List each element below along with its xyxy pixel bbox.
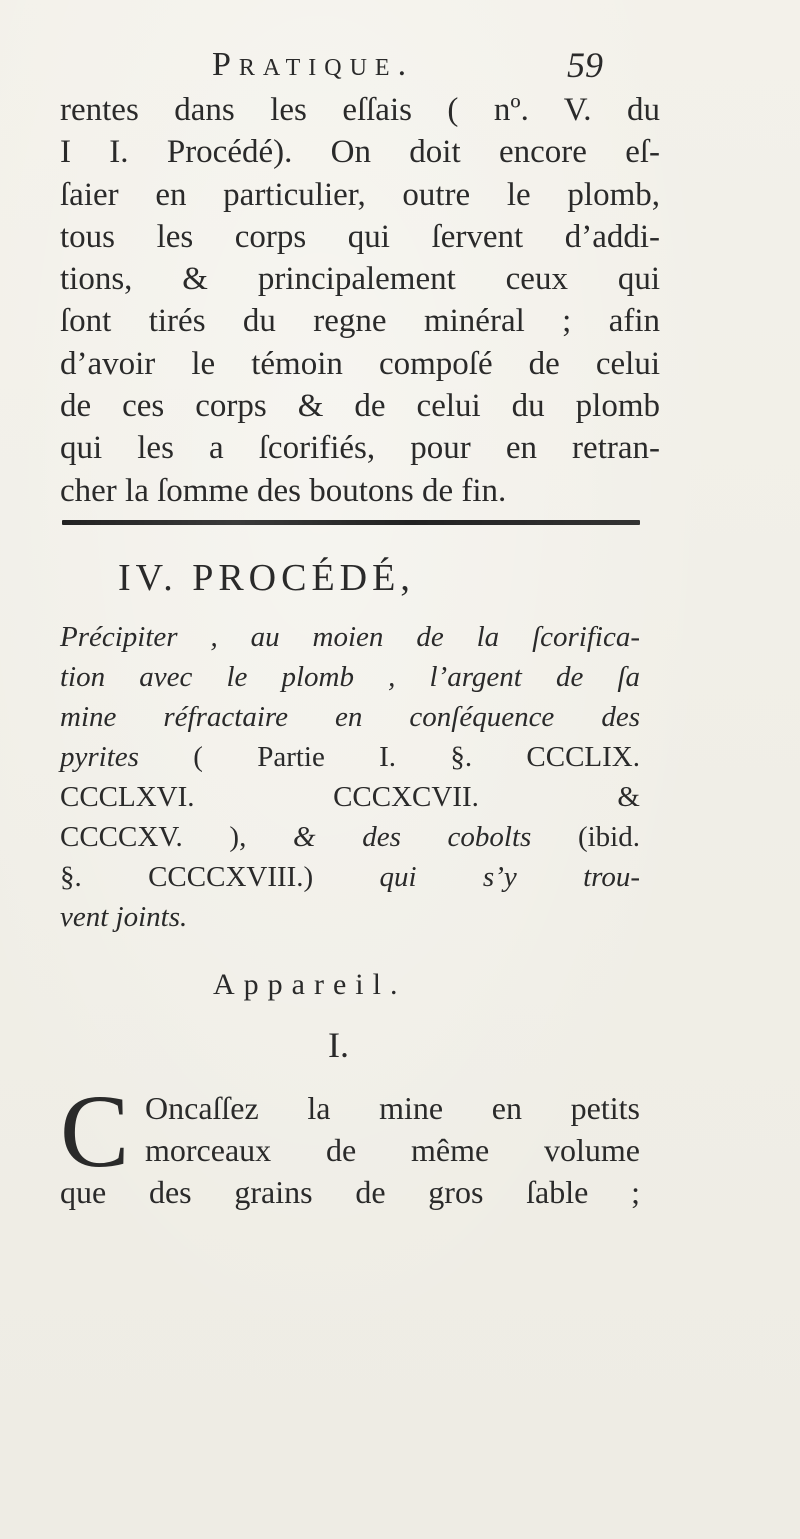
paragraph-line: Oncaſſez la mine en petits (145, 1090, 640, 1126)
body-line: de ces corps & de celui du plomb (60, 388, 660, 425)
body-line: qui les a ſcorifiés, pour en retran- (60, 430, 660, 467)
summary-line (60, 737, 640, 777)
summary-line: tion avec le plomb , l’argent de ſa (60, 661, 640, 693)
body-line: cher la ſomme des boutons de fin. (60, 472, 507, 509)
subheading-appareil: Appareil. (213, 968, 407, 1001)
body-line: ſaier en particulier, outre le plomb, (60, 176, 660, 213)
step-numeral: I. (328, 1025, 349, 1065)
paragraph-line: que des grains de gros ſable ; (60, 1174, 640, 1210)
body-line: d’avoir le témoin compoſé de celui (60, 345, 660, 382)
running-title: Pratique. (212, 46, 415, 83)
summary-line: mine réfractaire en conſéquence des (60, 701, 640, 733)
section-heading: IV. PROCÉDÉ, (118, 557, 415, 599)
body-line: rentes dans les eſſais ( nº. V. du (60, 92, 660, 128)
body-line: tions, & principalement ceux qui (60, 261, 660, 298)
summary-roman: CCCCXV. ), (60, 821, 293, 853)
paragraph-indented-lines (145, 1087, 640, 1171)
summary-roman: ( Partie I. §. CCCLIX. (138, 741, 640, 773)
summary-italic: & des cobolts (293, 821, 532, 853)
summary-line: Précipiter , au moien de la ſcorifica- (60, 621, 640, 653)
summary-italic: qui s’y trou- (379, 861, 640, 893)
summary-line (60, 817, 640, 857)
summary-line: vent joints. (60, 901, 188, 933)
summary-line (60, 857, 640, 897)
section-divider-rule (62, 520, 640, 525)
summary-roman: (ibid. (531, 821, 640, 853)
drop-capital: C (60, 1074, 130, 1189)
section-summary (60, 617, 640, 937)
body-line: I I. Procédé). On doit encore eſ- (60, 134, 660, 171)
page-number: 59 (567, 45, 603, 85)
summary-line: CCCLXVI. CCCXCVII. & (60, 781, 640, 813)
body-text (60, 89, 660, 512)
summary-roman: §. CCCCXVIII.) (60, 861, 380, 893)
body-line: ſont tirés du regne minéral ; afin (60, 303, 660, 340)
body-line: tous les corps qui ſervent d’addi- (60, 218, 660, 255)
paragraph-line: morceaux de même volume (145, 1132, 640, 1168)
summary-italic: pyrites (60, 741, 139, 773)
